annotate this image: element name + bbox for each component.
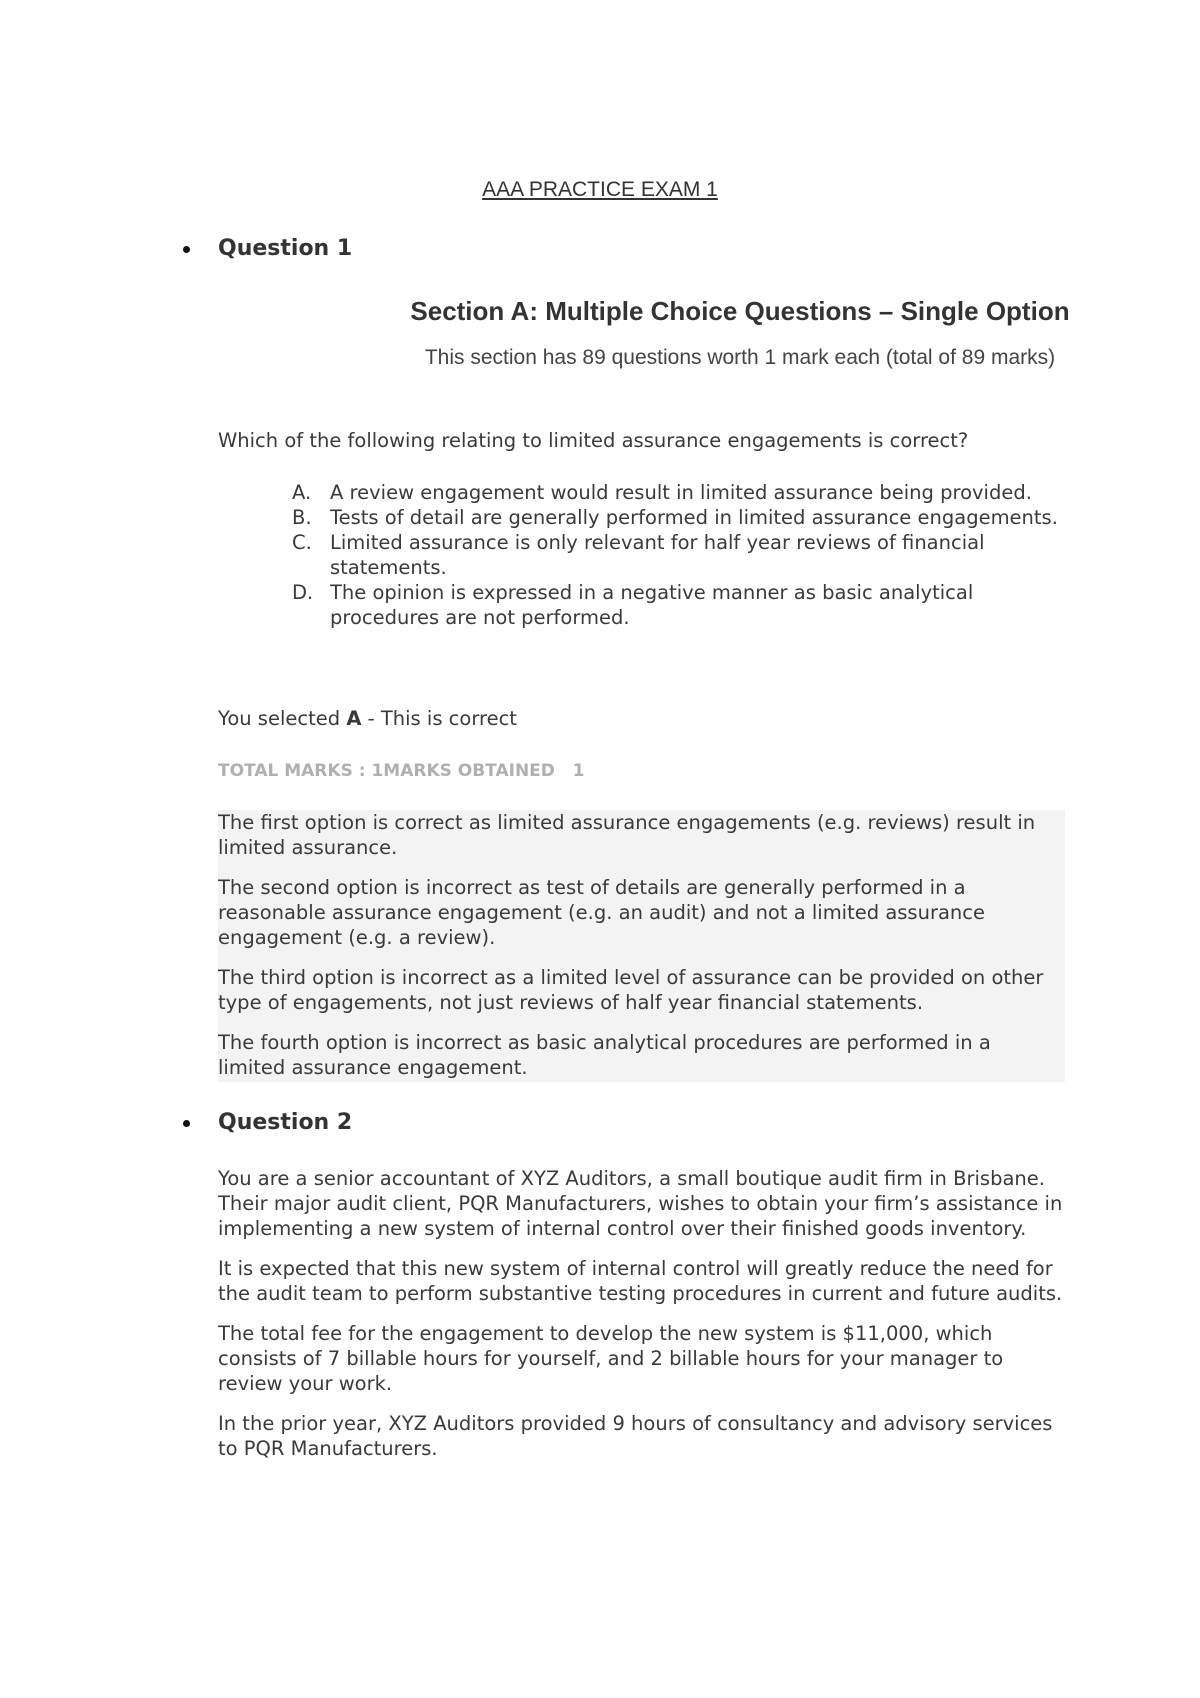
option-text: The opinion is expressed in a negative manner as basic analytical procedures are not performed. (330, 581, 974, 629)
option-text: Tests of detail are generally performed in limited assurance engagements. (330, 506, 1058, 529)
selected-suffix: - This is correct (361, 707, 517, 730)
question-2-paragraph: It is expected that this new system of internal control will greatly reduce the need for the audit team to perform substantive testing procedures in current and future audits. (218, 1257, 1063, 1305)
option-a[interactable] (290, 480, 1060, 505)
selected-answer-feedback (218, 706, 1068, 731)
option-letter: D. (292, 581, 314, 604)
section-subtitle: This section has 89 questions worth 1 mark each (total of 89 marks) (424, 346, 1056, 369)
option-d[interactable] (290, 580, 1060, 630)
question-1-prompt: Which of the following relating to limited assurance engagements is correct? (218, 429, 969, 452)
question-2-paragraph: In the prior year, XYZ Auditors provided 9 hours of consultancy and advisory services to PQR Manufacturers. (218, 1412, 1053, 1460)
explanation-paragraph: The fourth option is incorrect as basic analytical procedures are performed in a limited assurance engagement. (218, 1031, 991, 1079)
question-2-paragraph: The total fee for the engagement to develop the new system is $11,000, which consists of 7 billable hours for yourself, and 2 billable hours for your manager to review your work. (218, 1322, 1004, 1395)
explanation-paragraph: The third option is incorrect as a limited level of assurance can be provided on other type of engagements, not just reviews of half year financial statements. (218, 966, 1044, 1014)
question-2-label: Question 2 (218, 1110, 353, 1135)
explanation-paragraph: The second option is incorrect as test of details are generally performed in a reasonable assurance engagement (e.g. an audit) and not a limited assurance engagement (e.g. a review). (218, 876, 985, 949)
section-title: Section A: Multiple Choice Questions – Single Option (410, 296, 1070, 326)
option-b[interactable] (290, 505, 1060, 530)
option-letter: B. (292, 506, 312, 529)
selected-prefix: You selected (218, 707, 347, 730)
bullet-icon (183, 246, 190, 253)
answer-options (290, 480, 1060, 630)
bullet-icon (183, 1120, 190, 1127)
question-1-heading (218, 234, 352, 264)
marks-summary: TOTAL MARKS : 1MARKS OBTAINED 1 (218, 761, 585, 781)
question-1-label: Question 1 (218, 236, 353, 261)
option-letter: A. (292, 481, 312, 504)
answer-explanation (218, 810, 1065, 1082)
question-2-paragraph: You are a senior accountant of XYZ Auditors, a small boutique audit firm in Brisbane. Their major audit client, PQR Manufacturers, wishes to obtain your firm’s assistance in implementing a new system of internal control over their finished goods inventory. (218, 1167, 1063, 1240)
option-text: Limited assurance is only relevant for half year reviews of financial statements. (330, 531, 985, 579)
selected-letter: A (346, 707, 362, 730)
option-letter: C. (292, 531, 312, 554)
option-c[interactable] (290, 530, 1060, 580)
page-title: AAA PRACTICE EXAM 1 (482, 178, 718, 201)
option-text: A review engagement would result in limited assurance being provided. (330, 481, 1032, 504)
question-2-body (218, 1166, 1068, 1476)
explanation-paragraph: The first option is correct as limited assurance engagements (e.g. reviews) result in limited assurance. (218, 811, 1036, 859)
question-2-heading (218, 1108, 352, 1138)
